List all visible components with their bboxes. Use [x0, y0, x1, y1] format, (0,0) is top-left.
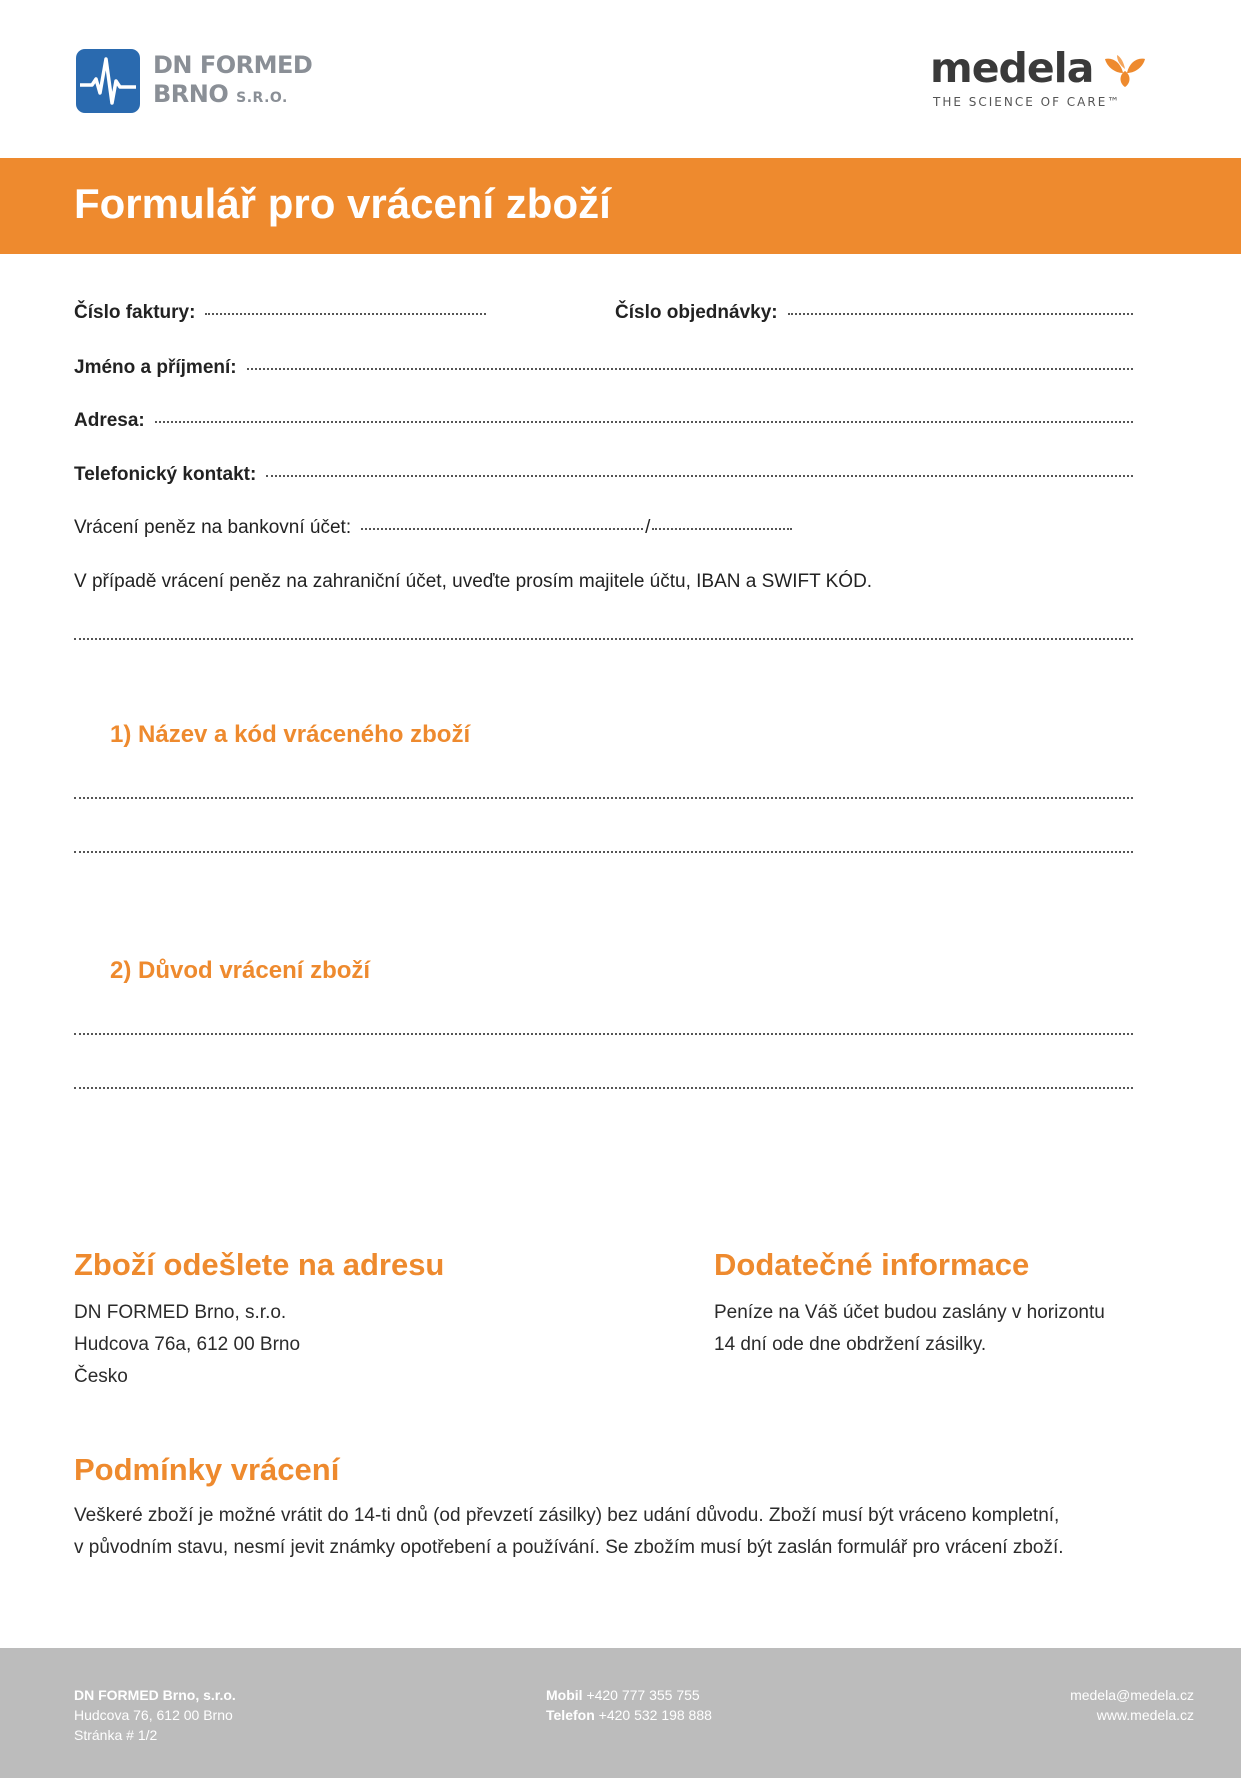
- bank-code-separator: /: [645, 517, 651, 538]
- ship-to-address: [74, 1297, 300, 1393]
- medela-wordmark: medela: [930, 44, 1094, 92]
- heartbeat-icon: [76, 49, 140, 113]
- order-number-label: Číslo objednávky:: [615, 302, 778, 323]
- conditions-heading: Podmínky vrácení: [74, 1452, 340, 1487]
- reason-input-line-1[interactable]: [74, 1033, 1133, 1035]
- additional-info-heading: Dodatečné informace: [714, 1247, 1030, 1282]
- section-item-heading: 1) Název a kód vráceného zboží: [110, 721, 471, 748]
- reason-input-line-2[interactable]: [74, 1087, 1133, 1089]
- footer-street: Hudcova 76, 612 00 Brno: [74, 1707, 233, 1723]
- item-input-line-2[interactable]: [74, 851, 1133, 853]
- footer-mobile-label: Mobil: [546, 1687, 583, 1703]
- name-input[interactable]: [247, 368, 1133, 370]
- footer-phone-label: Telefon: [546, 1707, 595, 1723]
- footer-email-link[interactable]: medela@medela.cz: [1070, 1687, 1194, 1703]
- foreign-account-input[interactable]: [74, 638, 1133, 640]
- page-title: Formulář pro vrácení zboží: [74, 180, 611, 227]
- dn-logo-suffix: S.R.O.: [236, 90, 288, 106]
- footer-page-number: Stránka # 1/2: [74, 1727, 158, 1743]
- name-field: [74, 357, 1133, 379]
- address-input[interactable]: [155, 421, 1133, 423]
- dn-logo-line1: DN FORMED: [153, 51, 313, 79]
- dn-logo-line2: [153, 82, 312, 106]
- phone-field: [74, 464, 1133, 486]
- dn-logo-text: [153, 53, 312, 106]
- medela-flower-icon: [1103, 53, 1147, 89]
- item-input-line-1[interactable]: [74, 797, 1133, 799]
- dn-logo-line2-main: BRNO: [153, 80, 229, 108]
- order-number-input[interactable]: [788, 313, 1133, 315]
- address-label: Adresa:: [74, 410, 145, 431]
- ship-to-country: Česko: [74, 1366, 128, 1387]
- invoice-number-field: [74, 302, 486, 324]
- additional-info-line-2: 14 dní ode dne obdržení zásilky.: [714, 1334, 987, 1355]
- medela-logo: [930, 44, 1170, 114]
- bank-account-number-input[interactable]: [361, 528, 643, 530]
- bank-code-input[interactable]: [652, 528, 792, 530]
- invoice-number-label: Číslo faktury:: [74, 302, 196, 323]
- ship-to-heading: Zboží odešlete na adresu: [74, 1247, 445, 1282]
- phone-label: Telefonický kontakt:: [74, 464, 257, 485]
- footer-company: DN FORMED Brno, s.r.o.: [74, 1687, 236, 1703]
- footer-company-block: [74, 1685, 236, 1745]
- invoice-number-input[interactable]: [205, 313, 486, 315]
- title-banner: [0, 158, 1241, 254]
- conditions-line-1: Veškeré zboží je možné vrátit do 14-ti dnů (od převzetí zásilky) bez udání důvodu. Zboží musí být vráceno kompletní,: [74, 1505, 1060, 1526]
- bank-account-field: [74, 517, 824, 539]
- conditions-line-2: v původním stavu, nesmí jevit známky opotřebení a používání. Se zbožím musí být zaslán formulář pro vrácení zboží.: [74, 1537, 1064, 1558]
- ship-to-street: Hudcova 76a, 612 00 Brno: [74, 1334, 301, 1355]
- footer-contact-block: [546, 1685, 712, 1725]
- bank-account-label: Vrácení peněz na bankovní účet:: [74, 517, 352, 538]
- phone-input[interactable]: [266, 475, 1133, 477]
- conditions-text: [74, 1500, 1174, 1564]
- medela-tagline: THE SCIENCE OF CARE™: [933, 95, 1122, 109]
- footer-website-link[interactable]: www.medela.cz: [1096, 1707, 1194, 1723]
- address-field: [74, 410, 1133, 432]
- footer-phone: +420 532 198 888: [598, 1707, 712, 1723]
- dn-formed-logo: [76, 49, 336, 115]
- footer-web-block: [1070, 1685, 1194, 1725]
- ship-to-company: DN FORMED Brno, s.r.o.: [74, 1302, 287, 1323]
- additional-info-text: [714, 1297, 1105, 1361]
- additional-info-line-1: Peníze na Váš účet budou zaslány v horizontu: [714, 1302, 1105, 1323]
- footer-mobile: +420 777 355 755: [586, 1687, 700, 1703]
- page-footer: [0, 1648, 1241, 1778]
- name-label: Jméno a příjmení:: [74, 357, 237, 378]
- order-number-field: [615, 302, 1133, 324]
- foreign-account-note: V případě vrácení peněz na zahraniční účet, uveďte prosím majitele účtu, IBAN a SWIFT KÓD.: [74, 571, 873, 592]
- section-reason-heading: 2) Důvod vrácení zboží: [110, 957, 371, 984]
